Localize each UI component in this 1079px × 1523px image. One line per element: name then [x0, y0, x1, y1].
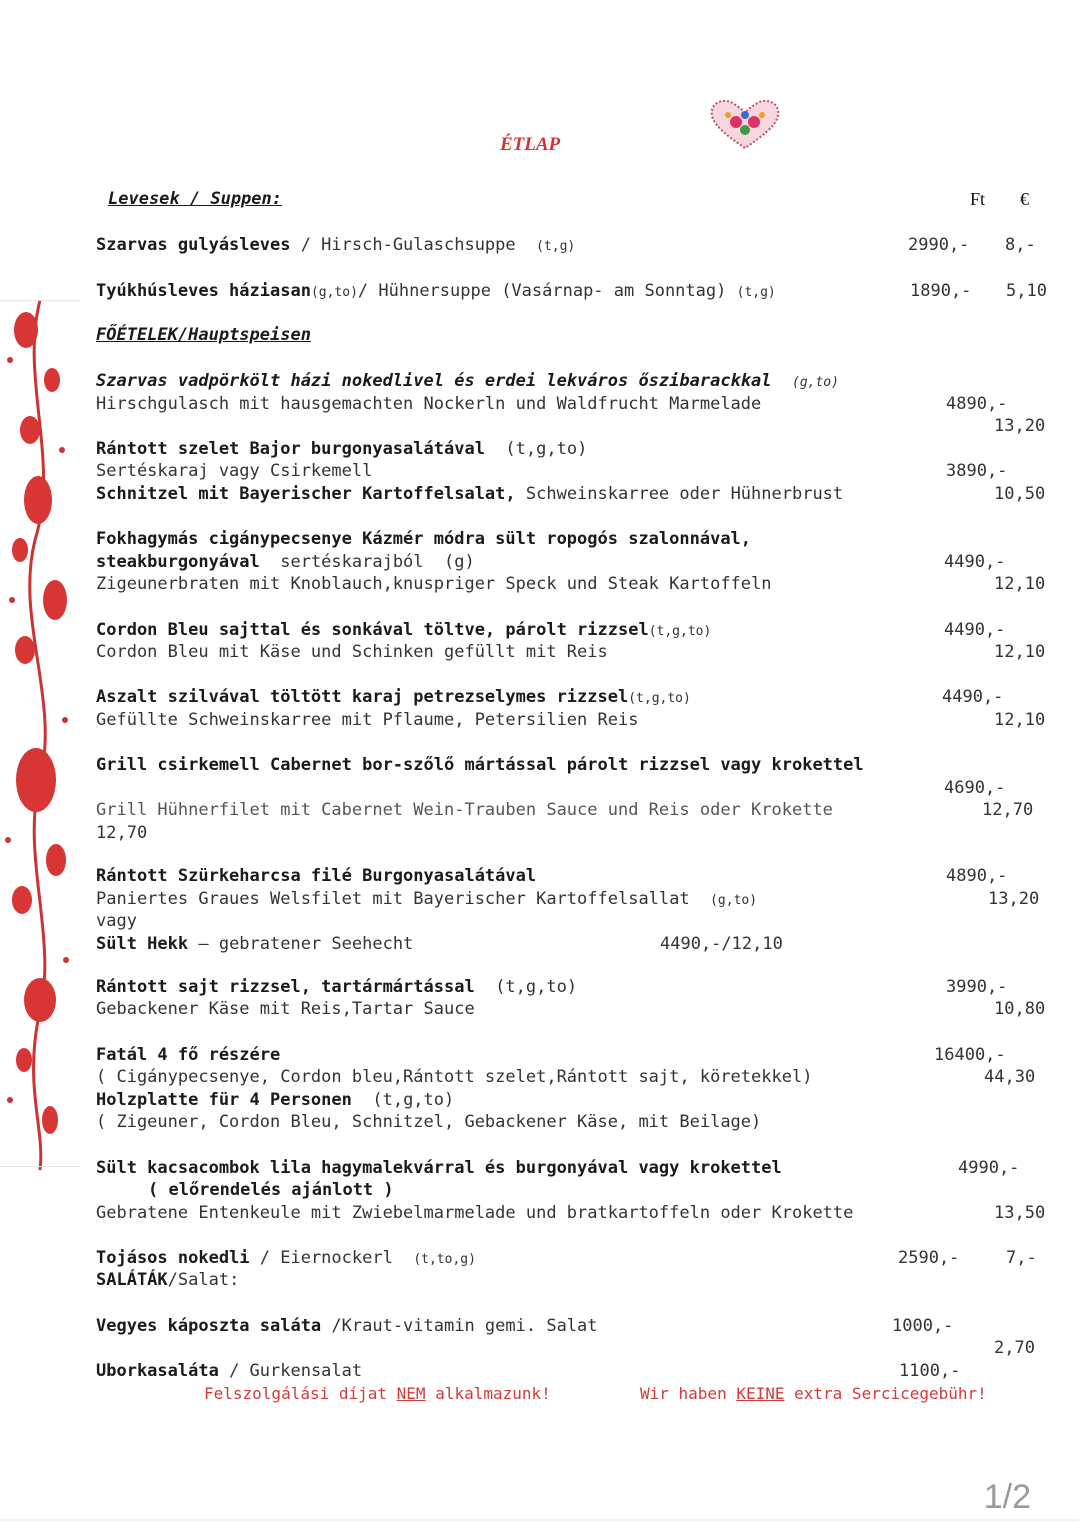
price-eur: 2,70: [994, 1338, 1035, 1358]
price-ft: 3890,-: [946, 461, 1008, 481]
price-eur: 5,10: [1006, 281, 1047, 301]
price-eur: 12,10: [994, 574, 1046, 594]
price-eur: 10,80: [994, 999, 1046, 1019]
menu-item-description: Sertéskaraj vagy Csirkemell: [96, 461, 373, 481]
price-ft: 4490,-: [944, 620, 1006, 640]
price-ft: 2990,-: [908, 235, 970, 255]
price-ft: 4890,-: [946, 866, 1008, 886]
price-ft: 4690,-: [944, 778, 1006, 798]
price-eur: 7,-: [1006, 1248, 1037, 1268]
page-indicator: 1/2: [983, 1478, 1031, 1516]
service-fee-note-de: Wir haben KEINE extra Sercicegebühr!: [640, 1384, 987, 1403]
menu-item-grill-csirkemell: Grill csirkemell Cabernet bor-szőlő mártással párolt rizzsel vagy krokettel: [96, 755, 864, 775]
price-eur: 44,30: [984, 1067, 1036, 1087]
price-eur: 13,20: [988, 889, 1040, 909]
price-ft: 4490,-: [942, 687, 1004, 707]
menu-item-tojasos-nokedli: Tojásos nokedli / Eiernockerl (t,to,g): [96, 1248, 476, 1268]
price-eur: 12,10: [994, 642, 1046, 662]
service-fee-note-hu: Felszolgálási díjat NEM alkalmazunk!: [204, 1384, 551, 1403]
menu-item-sult-hekk: Sült Hekk – gebratener Seehecht: [96, 934, 414, 954]
section-soups-heading: Levesek / Suppen:: [108, 189, 282, 209]
menu-item-description: Gefüllte Schweinskarree mit Pflaume, Petersilien Reis: [96, 710, 639, 730]
menu-item-rantott-szelet: Rántott szelet Bajor burgonyasalátával (t,g,to): [96, 439, 588, 459]
divider: [0, 1166, 80, 1167]
menu-item-description: Gebackener Käse mit Reis,Tartar Sauce: [96, 999, 475, 1019]
menu-item-description: vagy: [96, 911, 137, 931]
price-eur: 12,70: [96, 823, 148, 843]
menu-item-description: Zigeunerbraten mit Knoblauch,knuspriger Speck und Steak Kartoffeln: [96, 574, 772, 594]
menu-title: ÉTLAP: [500, 134, 561, 155]
menu-item-note: ( előrendelés ajánlott ): [148, 1180, 394, 1200]
divider: [0, 300, 80, 301]
price-eur: 10,50: [994, 484, 1046, 504]
price-eur: 8,-: [1005, 235, 1036, 255]
menu-item-description: Grill Hühnerfilet mit Cabernet Wein-Trauben Sauce und Reis oder Krokette: [96, 800, 833, 820]
menu-item-description: ( Cigánypecsenye, Cordon bleu,Rántott szelet,Rántott sajt, köretekkel): [96, 1067, 813, 1087]
price-eur: 13,20: [994, 416, 1046, 436]
price-eur: 12,70: [982, 800, 1034, 820]
price-ft: 1100,-: [899, 1361, 961, 1381]
menu-item-ciganypecsenye: Fokhagymás cigánypecsenye Kázmér módra sült ropogós szalonnával,: [96, 529, 752, 549]
menu-item-vadporkolt: Szarvas vadpörkölt házi nokedlivel és erdei lekváros őszibarackkal (g,to): [96, 371, 839, 391]
currency-ft-header: Ft: [970, 189, 986, 209]
menu-item-szarvas-gulyas: Szarvas gulyásleves / Hirsch-Gulaschsuppe (t,g): [96, 235, 576, 255]
price-ft: 4490,-: [944, 552, 1006, 572]
price-eur: 13,50: [994, 1203, 1046, 1223]
menu-item-szurkeharcsa: Rántott Szürkeharcsa filé Burgonyasalátával: [96, 866, 537, 886]
section-mains-heading: FŐÉTELEK/Hauptspeisen: [96, 325, 311, 345]
price-ft: 16400,-: [934, 1045, 1006, 1065]
menu-item-fatal: Fatál 4 fő részére: [96, 1045, 281, 1065]
menu-item-aszalt-szilvas-karaj: Aszalt szilvával töltött karaj petrezselymes rizzsel(t,g,to): [96, 687, 691, 707]
menu-item-kacsacomb: Sült kacsacombok lila hagymalekvárral és burgonyával vagy krokettel: [96, 1158, 782, 1178]
menu-item-kaposzta-salata: Vegyes káposzta saláta /Kraut-vitamin gemi. Salat: [96, 1316, 598, 1336]
price-ft: 4890,-: [946, 394, 1008, 414]
menu-item-description: Holzplatte für 4 Personen (t,g,to): [96, 1090, 455, 1110]
bottom-divider: [0, 1519, 1079, 1521]
menu-item-cordon-bleu: Cordon Bleu sajttal és sonkával töltve, párolt rizzsel(t,g,to): [96, 620, 712, 640]
price-eur: 12,10: [994, 710, 1046, 730]
price-ft: 3990,-: [946, 977, 1008, 997]
price-ft: 1890,-: [910, 281, 972, 301]
floral-border-decoration: [0, 300, 80, 1170]
section-salads-heading: SALÁTÁK/Salat:: [96, 1270, 240, 1290]
price-combined: 4490,-/12,10: [660, 934, 783, 954]
menu-item-description: Gebratene Entenkeule mit Zwiebelmarmelade und bratkartoffeln oder Krokette: [96, 1203, 854, 1223]
menu-item-description: Cordon Bleu mit Käse und Schinken gefüllt mit Reis: [96, 642, 608, 662]
price-ft: 1000,-: [892, 1316, 954, 1336]
price-ft: 4990,-: [958, 1158, 1020, 1178]
menu-item-description: steakburgonyával sertéskarajból (g): [96, 552, 475, 572]
menu-item-description: Paniertes Graues Welsfilet mit Bayerischer Kartoffelsallat (g,to): [96, 889, 758, 909]
currency-eur-header: €: [1020, 189, 1029, 209]
menu-item-description: ( Zigeuner, Cordon Bleu, Schnitzel, Gebackener Käse, mit Beilage): [96, 1112, 762, 1132]
menu-item-description: Schnitzel mit Bayerischer Kartoffelsalat, Schweinskarree oder Hühnerbrust: [96, 484, 844, 504]
menu-item-uborkasalata: Uborkasaláta / Gurkensalat: [96, 1361, 363, 1381]
menu-item-rantott-sajt: Rántott sajt rizzsel, tartármártással (t,g,to): [96, 977, 578, 997]
menu-item-tyukhusleves: Tyúkhúsleves háziasan(g,to)/ Hühnersuppe (Vasárnap- am Sonntag) (t,g): [96, 281, 776, 301]
price-ft: 2590,-: [898, 1248, 960, 1268]
menu-item-description: Hirschgulasch mit hausgemachten Nockerln und Waldfrucht Marmelade: [96, 394, 762, 414]
folk-heart-logo: [708, 98, 782, 150]
